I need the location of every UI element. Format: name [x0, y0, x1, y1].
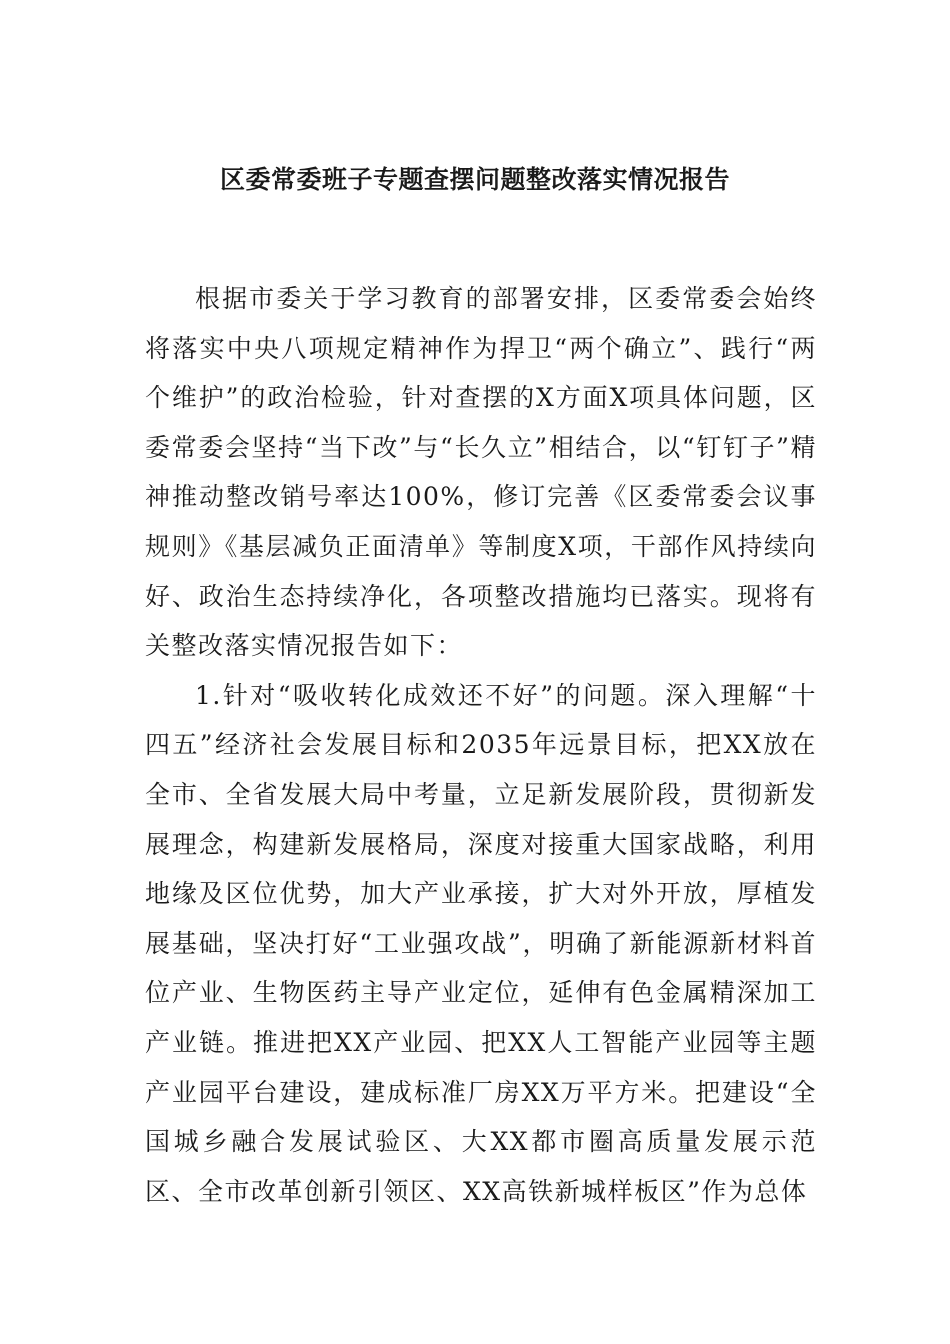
paragraph-item-1: 1.针对“吸收转化成效还不好”的问题。深入理解“十四五”经济社会发展目标和2035年远景目标，把XX放在全市、全省发展大局中考量，立足新发展阶段，贯彻新发展理念，构建新发展格局，深度对接重大国家战略，利用地缘及区位优势，加大产业承接，扩大对外开放，厚植发展基础，坚决打好“工业强攻战”，明确了新能源新材料首位产业、生物医药主导产业定位，延伸有色金属精深加工产业链。推进把XX产业园、把XX人工智能产业园等主题产业园平台建设，建成标准厂房XX万平方米。把建设“全国城乡融合发展试验区、大XX都市圈高质量发展示范区、全市改革创新引领区、XX高铁新城样板区”作为总体: [145, 680, 817, 1206]
document-body: [145, 274, 817, 1216]
paragraph-intro: 根据市委关于学习教育的部署安排，区委常委会始终将落实中央八项规定精神作为捍卫“两个确立”、践行“两个维护”的政治检验，针对查摆的X方面X项具体问题，区委常委会坚持“当下改”与“长久立”相结合，以“钉钉子”精神推动整改销号率达100%，修订完善《区委常委会议事规则》《基层减负正面清单》等制度X项，干部作风持续向好、政治生态持续净化，各项整改措施均已落实。现将有关整改落实情况报告如下：: [145, 284, 817, 661]
document-title: 区委常委班子专题查摆问题整改落实情况报告: [219, 165, 730, 194]
